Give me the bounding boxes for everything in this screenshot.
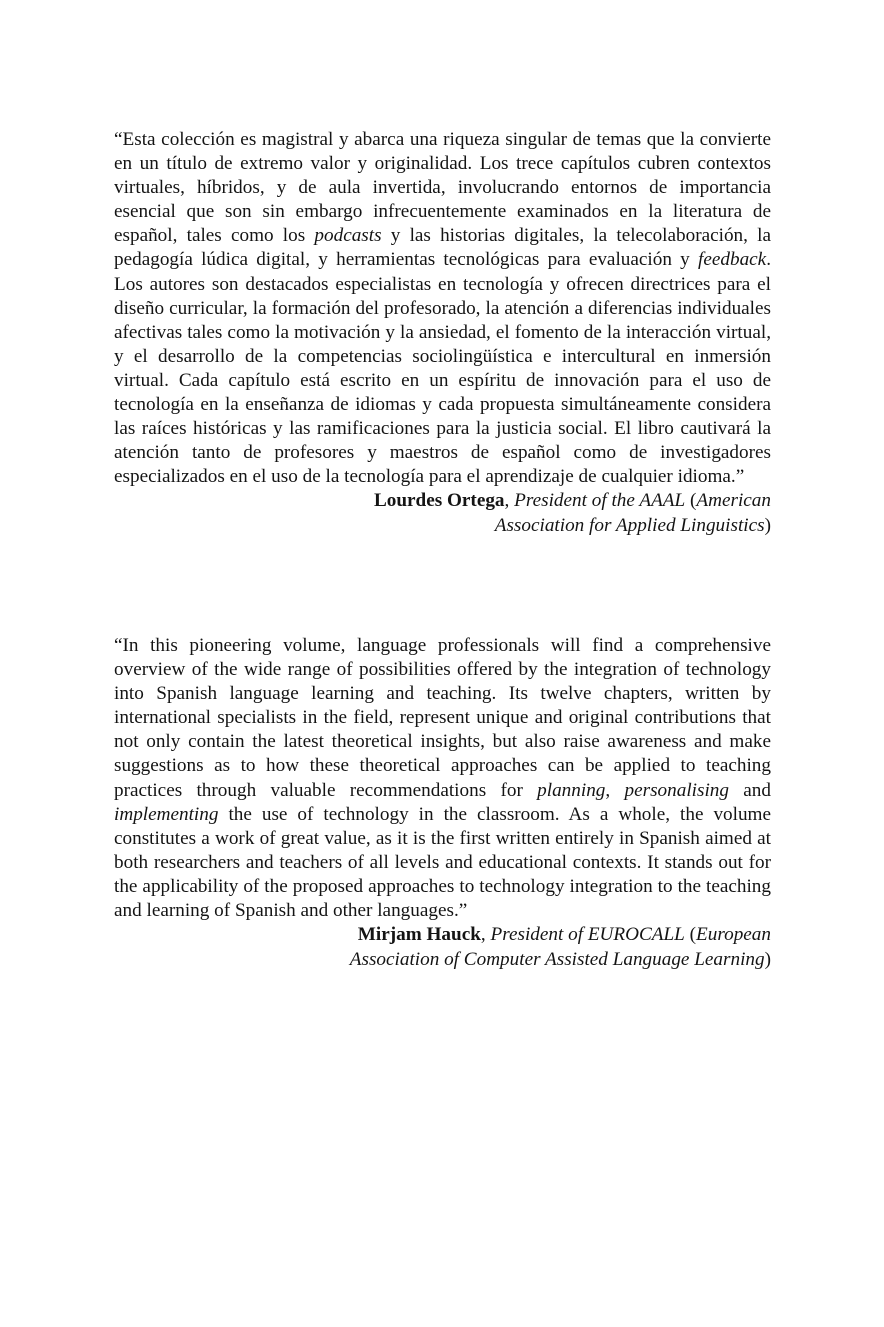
quote-emphasis: podcasts (314, 225, 382, 247)
organization-open-paren: ( (685, 490, 697, 512)
endorsement-attribution (114, 923, 771, 972)
endorser-name: Lourdes Ortega (373, 490, 505, 512)
quote-emphasis: implementing (114, 803, 219, 825)
attribution-line-1 (114, 489, 771, 514)
endorsement-spanish (114, 128, 771, 539)
quote-text: the use of technology in the classroom. As a whole, the volume constitutes a work of great value, as it is the first written entirely in Spanish aimed at both researchers and teachers of all levels and educational contexts. It stands out for the applicability of the proposed approaches to technology integration to the teaching and learning of Spanish and other languages.” (114, 803, 771, 922)
quote-emphasis: personalising (624, 779, 729, 801)
attribution-separator: , (504, 490, 515, 512)
quote-emphasis: planning (537, 779, 606, 801)
organization-name-part-1: American (696, 490, 771, 512)
attribution-separator: , (480, 924, 491, 946)
organization-name-part-2: Association for Applied Linguistics (494, 515, 765, 536)
organization-close-paren: ) (764, 948, 771, 970)
organization-open-paren: ( (684, 924, 697, 946)
organization-name-part-1: European (696, 924, 771, 946)
quote-text: y las historias digitales, la telecolaboración, la pedagogía lúdica digital, y herramientas tecnológicas para evaluación y (114, 225, 771, 271)
attribution-line-2 (114, 514, 771, 539)
quote-text: and (728, 779, 771, 801)
quote-text: . Los autores son destacados especialistas en tecnología y ofrecen directrices para el diseño curricular, la formación del profesorado, la atención a diferencias individuales afectivas tales como la motivación y la ansiedad, el fomento de la interacción virtual, y el desarrollo de la competencias sociolingüística e intercultural en inmersión virtual. Cada capítulo está escrito en un espíritu de innovación para el uso de tecnología en la enseñanza de idiomas y cada propuesta simultáneamente considera las raíces históricas y las ramificaciones para la justicia social. El libro cautivará la atención tanto de profesores y maestros de español como de investigadores especializados en el uso de la tecnología para el aprendizaje de cualquier idioma.” (114, 249, 771, 488)
endorser-role: President of the AAAL (514, 490, 686, 512)
endorsement-quote (114, 634, 771, 923)
quote-text: “Esta colección es magistral y abarca una riqueza singular de temas que la convierte en un título de extremo valor y originalidad. Los trece capítulos cubren contextos virtuales, híbridos, y de aula invertida, involucrando entornos de importancia esencial que son sin embargo infrecuentemente examinados en la literatura de español, tales como los (114, 129, 771, 247)
organization-name-part-2: Association of Computer Assisted Language Learning (349, 948, 765, 970)
quote-text: “In this pioneering volume, language professionals will find a comprehensive overview of the wide range of possibilities offered by the integration of technology into Spanish language learning and teaching. Its twelve chapters, written by international specialists in the field, represent unique and original contributions that not only contain the latest theoretical insights, but also raise awareness and make suggestions as to how these theoretical approaches can be applied to teaching practices through valuable recommendations for (114, 635, 771, 801)
attribution-line-2 (114, 948, 771, 973)
quote-text: , (605, 779, 625, 801)
endorsement-attribution (114, 489, 771, 538)
endorsement-english (114, 634, 771, 972)
endorser-name: Mirjam Hauck (357, 924, 481, 946)
quote-emphasis: feedback (698, 249, 767, 271)
organization-close-paren: ) (764, 515, 771, 536)
attribution-line-1 (114, 923, 771, 948)
endorsement-quote (114, 128, 771, 489)
endorser-role: President of EUROCALL (490, 924, 685, 946)
